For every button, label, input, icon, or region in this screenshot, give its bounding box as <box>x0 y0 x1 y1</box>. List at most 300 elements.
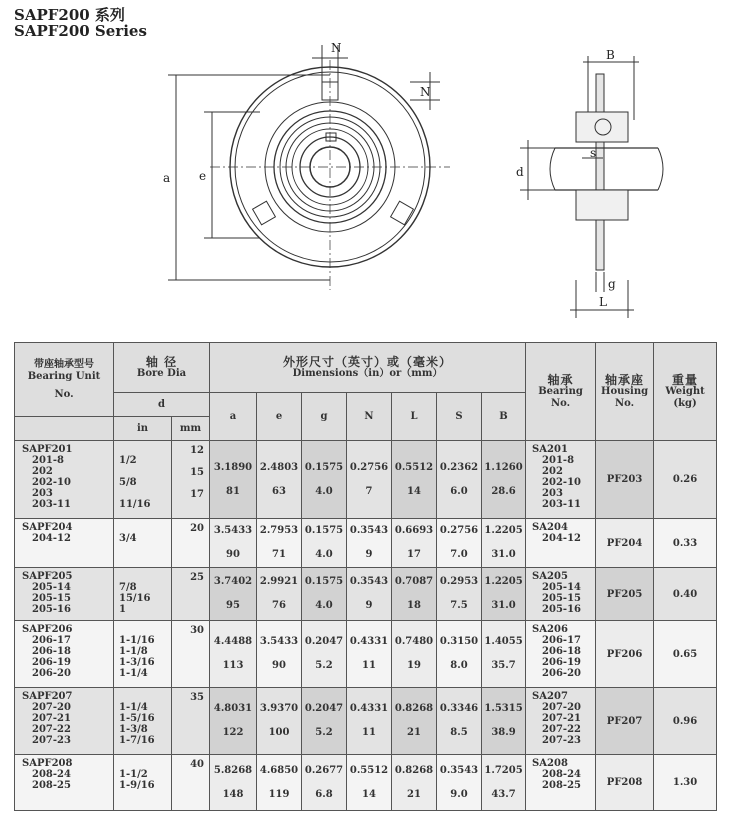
dim-inch-value: 2.7953 <box>259 525 299 536</box>
inch-cell <box>114 688 172 755</box>
bearings-line: 202 <box>542 466 563 477</box>
col-g-header: g <box>302 393 347 441</box>
dim-mm-value: 4.0 <box>315 600 333 611</box>
bearings-line: SA207 <box>532 691 568 702</box>
dim-cell-l <box>392 441 437 519</box>
dimensions-header: 外形尺寸（英寸）或（毫米） Dimensions（in）or（mm） <box>210 343 526 393</box>
bearings-line: SA208 <box>532 758 568 769</box>
units-line: 201-8 <box>32 455 64 466</box>
dim-inch-value: 0.3346 <box>439 703 479 714</box>
dim-cell-b <box>482 441 526 519</box>
dim-inch-value: 0.6693 <box>394 525 434 536</box>
dim-cell-g <box>302 441 347 519</box>
label-g: g <box>608 277 616 291</box>
mm-line <box>172 456 204 467</box>
table-row <box>15 621 717 688</box>
dim-cell-e <box>257 568 302 621</box>
bearings-line: 208-25 <box>542 780 581 791</box>
dim-mm-value: 122 <box>222 727 244 738</box>
dim-mm-value: 100 <box>268 727 290 738</box>
units-line: 207-23 <box>32 735 71 746</box>
dim-inch-value: 0.2047 <box>304 703 344 714</box>
inch-line: 1-1/4 <box>119 668 148 679</box>
table-row <box>15 688 717 755</box>
dim-inch-value: 4.6850 <box>259 764 299 776</box>
dim-cell-g <box>302 688 347 755</box>
label-s: s <box>590 146 597 160</box>
mm-line <box>172 703 204 714</box>
dim-inch-value: 1.5315 <box>484 703 523 714</box>
bearings-line: SA201 <box>532 444 568 455</box>
inch-line <box>119 571 171 582</box>
dim-mm-value: 71 <box>272 549 286 560</box>
dim-mm-value: 21 <box>407 788 421 800</box>
inch-cell <box>114 755 172 811</box>
weight-cell: 0.40 <box>654 568 717 621</box>
dim-cell-l <box>392 688 437 755</box>
unit-cell <box>15 441 114 519</box>
col-a-header: a <box>210 393 257 441</box>
dim-mm-value: 90 <box>272 660 286 671</box>
bore-header: 轴 径 Bore Dia <box>114 343 210 393</box>
dim-inch-value: 0.7087 <box>394 576 434 587</box>
dim-cell-l <box>392 621 437 688</box>
mm-line: 40 <box>190 759 204 770</box>
dim-inch-value: 0.1575 <box>304 525 344 536</box>
units-line: 204-12 <box>32 533 71 544</box>
dim-inch-value: 3.5433 <box>259 636 299 647</box>
bearings-line: 206-20 <box>542 668 581 679</box>
mm-line: 30 <box>190 625 204 636</box>
inch-line: 11/16 <box>119 499 151 510</box>
dim-cell-e <box>257 441 302 519</box>
mm-line <box>172 725 204 736</box>
units-line: SAPF208 <box>22 758 73 769</box>
mm-line <box>172 500 204 511</box>
units-line: SAPF205 <box>22 571 73 582</box>
mm-line <box>172 478 204 489</box>
units-line: 206-18 <box>32 646 71 657</box>
col-n-header: N <box>347 393 392 441</box>
dim-inch-value: 2.9921 <box>259 576 299 587</box>
bearings-line: SA204 <box>532 522 568 533</box>
table-row <box>15 519 717 568</box>
mm-cell <box>172 568 210 621</box>
spec-table <box>14 342 717 811</box>
dim-mm-value: 8.0 <box>450 660 468 671</box>
dim-cell-a <box>210 441 257 519</box>
dim-inch-value: 0.5512 <box>349 764 389 776</box>
dim-mm-value: 63 <box>272 485 286 497</box>
dim-inch-value: 2.4803 <box>259 461 299 473</box>
bearings-line: 206-17 <box>542 635 581 646</box>
label-a: a <box>163 171 171 185</box>
bearings-line: SA206 <box>532 624 568 635</box>
units-line: 208-25 <box>32 780 71 791</box>
dim-inch-value: 3.9370 <box>259 703 299 714</box>
inch-line: 1-7/16 <box>119 735 155 746</box>
col-e-header: e <box>257 393 302 441</box>
table-row <box>15 568 717 621</box>
bearings-line: 207-21 <box>542 713 581 724</box>
series-title-en: SAPF200 Series <box>14 22 147 40</box>
inch-line <box>119 691 171 702</box>
mm-line: 12 <box>190 445 204 456</box>
dim-cell-s <box>437 755 482 811</box>
technical-drawing <box>0 0 730 330</box>
bearing-header: 轴承 Bearing No. <box>526 343 596 441</box>
dim-mm-value: 17 <box>407 549 421 560</box>
dim-mm-value: 81 <box>226 485 240 497</box>
mm-line <box>172 647 204 658</box>
dim-mm-value: 6.8 <box>315 788 333 800</box>
dim-mm-value: 148 <box>222 788 244 800</box>
bearings-line: 204-12 <box>542 533 581 544</box>
units-line: 202 <box>32 466 53 477</box>
dim-mm-value: 5.2 <box>315 660 333 671</box>
bearings-line: 206-18 <box>542 646 581 657</box>
units-line: 208-24 <box>32 769 71 780</box>
dim-cell-a <box>210 621 257 688</box>
bearings-line: 203-11 <box>542 499 581 510</box>
unit-cell <box>15 755 114 811</box>
mm-line <box>172 636 204 647</box>
dim-cell-a <box>210 755 257 811</box>
series-title-cn: SAPF200 系列 <box>14 6 125 24</box>
dim-mm-value: 11 <box>362 727 376 738</box>
dim-mm-value: 14 <box>362 788 376 800</box>
dim-cell-b <box>482 755 526 811</box>
col-l-header: L <box>392 393 437 441</box>
dim-inch-value: 1.2205 <box>484 576 523 587</box>
mm-line <box>172 714 204 725</box>
unit-header-bottom <box>15 417 114 441</box>
d-header: d <box>114 393 210 417</box>
unit-cell <box>15 688 114 755</box>
mm-cell <box>172 621 210 688</box>
table-row <box>15 755 717 811</box>
bearing-cell <box>526 568 596 621</box>
dim-mm-value: 9 <box>365 600 373 611</box>
bearing-cell <box>526 519 596 568</box>
mm-line: 15 <box>190 467 204 478</box>
units-line: SAPF201 <box>22 444 73 455</box>
dim-cell-n <box>347 568 392 621</box>
label-e: e <box>199 169 207 183</box>
units-line: SAPF206 <box>22 624 73 635</box>
dim-mm-value: 43.7 <box>491 788 516 800</box>
dim-inch-value: 5.8268 <box>213 764 253 776</box>
dim-cell-e <box>257 755 302 811</box>
bearings-line: 207-23 <box>542 735 581 746</box>
dim-inch-value: 3.5433 <box>213 525 253 536</box>
inch-line: 1-3/8 <box>119 724 148 735</box>
dim-cell-b <box>482 688 526 755</box>
dim-cell-s <box>437 621 482 688</box>
dim-cell-b <box>482 519 526 568</box>
dim-mm-value: 76 <box>272 600 286 611</box>
units-line: 207-20 <box>32 702 71 713</box>
front-view <box>168 45 450 290</box>
dim-mm-value: 6.0 <box>450 485 468 497</box>
weight-cell: 0.65 <box>654 621 717 688</box>
housing-cell: PF206 <box>596 621 654 688</box>
dim-cell-l <box>392 519 437 568</box>
dim-mm-value: 11 <box>362 660 376 671</box>
dim-cell-n <box>347 519 392 568</box>
dim-cell-b <box>482 568 526 621</box>
label-n-top: N <box>331 41 342 55</box>
dim-inch-value: 0.8268 <box>394 703 434 714</box>
inch-line: 1-1/4 <box>119 702 148 713</box>
units-line: 207-22 <box>32 724 71 735</box>
units-line: SAPF204 <box>22 522 73 533</box>
dim-inch-value: 0.3150 <box>439 636 479 647</box>
inch-line: 1-1/8 <box>119 646 148 657</box>
inch-cell <box>114 441 172 519</box>
dim-mm-value: 4.0 <box>315 485 333 497</box>
bearings-line: 206-19 <box>542 657 581 668</box>
dim-cell-a <box>210 519 257 568</box>
dim-cell-e <box>257 519 302 568</box>
housing-cell: PF203 <box>596 441 654 519</box>
inch-line <box>119 758 171 769</box>
dim-cell-n <box>347 441 392 519</box>
mm-line <box>172 770 204 781</box>
bearings-line: 205-14 <box>542 582 581 593</box>
dim-inch-value: 4.4488 <box>213 636 253 647</box>
dim-cell-s <box>437 688 482 755</box>
units-line: 205-15 <box>32 593 71 604</box>
dim-inch-value: 1.7205 <box>484 764 523 776</box>
unit-cell <box>15 519 114 568</box>
unit-header: 带座轴承型号 Bearing Unit No. <box>15 343 114 417</box>
mm-line: 25 <box>190 572 204 583</box>
dim-inch-value: 0.4331 <box>349 703 389 714</box>
dim-mm-value: 7.5 <box>450 600 468 611</box>
dim-cell-g <box>302 755 347 811</box>
dim-inch-value: 0.5512 <box>394 461 434 473</box>
table-row <box>15 441 717 519</box>
dim-cell-n <box>347 621 392 688</box>
dim-inch-value: 0.2756 <box>439 525 479 536</box>
in-header: in <box>114 417 172 441</box>
dim-inch-value: 3.7402 <box>213 576 253 587</box>
side-view <box>520 56 663 318</box>
bearing-cell <box>526 441 596 519</box>
dim-mm-value: 38.9 <box>491 727 516 738</box>
dim-mm-value: 19 <box>407 660 421 671</box>
dim-mm-value: 31.0 <box>491 549 516 560</box>
unit-cell <box>15 621 114 688</box>
dim-inch-value: 3.1890 <box>213 461 253 473</box>
inch-line: 1-9/16 <box>119 780 155 791</box>
units-line: 202-10 <box>32 477 71 488</box>
dim-cell-g <box>302 519 347 568</box>
units-line: 207-21 <box>32 713 71 724</box>
dim-cell-s <box>437 519 482 568</box>
dim-mm-value: 4.0 <box>315 549 333 560</box>
dim-mm-value: 7.0 <box>450 549 468 560</box>
dim-mm-value: 31.0 <box>491 600 516 611</box>
inch-line: 1-3/16 <box>119 657 155 668</box>
dim-cell-b <box>482 621 526 688</box>
dim-cell-n <box>347 688 392 755</box>
units-line: 206-17 <box>32 635 71 646</box>
dim-inch-value: 0.3543 <box>349 576 389 587</box>
bearings-line: SA205 <box>532 571 568 582</box>
dim-inch-value: 0.2362 <box>439 461 479 473</box>
dim-mm-value: 14 <box>407 485 421 497</box>
inch-line: 15/16 <box>119 593 151 604</box>
dim-inch-value: 0.1575 <box>304 461 344 473</box>
dim-mm-value: 90 <box>226 549 240 560</box>
bearings-line: 202-10 <box>542 477 581 488</box>
units-line: 203 <box>32 488 53 499</box>
dim-mm-value: 9 <box>365 549 373 560</box>
weight-header: 重量 Weight (kg) <box>654 343 717 441</box>
inch-line <box>119 466 171 477</box>
inch-line: 7/8 <box>119 582 137 593</box>
weight-cell: 1.30 <box>654 755 717 811</box>
mm-line: 35 <box>190 692 204 703</box>
bearing-cell <box>526 688 596 755</box>
inch-line <box>119 444 171 455</box>
units-line: 206-20 <box>32 668 71 679</box>
mm-line: 17 <box>190 489 204 500</box>
weight-cell: 0.26 <box>654 441 717 519</box>
inch-line: 5/8 <box>119 477 137 488</box>
inch-line: 1/2 <box>119 455 137 466</box>
dim-mm-value: 119 <box>268 788 290 800</box>
bearings-line: 205-16 <box>542 604 581 615</box>
mm-line <box>172 669 204 680</box>
mm-cell <box>172 688 210 755</box>
mm-cell <box>172 519 210 568</box>
housing-cell: PF204 <box>596 519 654 568</box>
units-line: SAPF207 <box>22 691 73 702</box>
bearings-line: 207-22 <box>542 724 581 735</box>
dim-mm-value: 21 <box>407 727 421 738</box>
dim-inch-value: 0.2953 <box>439 576 479 587</box>
dim-cell-g <box>302 621 347 688</box>
housing-header: 轴承座 Housing No. <box>596 343 654 441</box>
inch-line <box>119 488 171 499</box>
mm-line <box>172 781 204 792</box>
dim-cell-l <box>392 568 437 621</box>
dim-mm-value: 35.7 <box>491 660 516 671</box>
dim-mm-value: 9.0 <box>450 788 468 800</box>
dim-inch-value: 0.2756 <box>349 461 389 473</box>
dim-cell-s <box>437 441 482 519</box>
housing-cell: PF207 <box>596 688 654 755</box>
bearing-cell <box>526 621 596 688</box>
bearings-line: 208-24 <box>542 769 581 780</box>
dim-inch-value: 4.8031 <box>213 703 253 714</box>
col-b-header: B <box>482 393 526 441</box>
dim-inch-value: 1.1260 <box>484 461 523 473</box>
inch-line: 1-1/16 <box>119 635 155 646</box>
mm-line <box>172 594 204 605</box>
dim-mm-value: 7 <box>365 485 373 497</box>
dim-inch-value: 0.3543 <box>349 525 389 536</box>
dim-mm-value: 113 <box>222 660 244 671</box>
dim-cell-a <box>210 568 257 621</box>
inch-line <box>119 624 171 635</box>
unit-cell <box>15 568 114 621</box>
dim-inch-value: 0.7480 <box>394 636 434 647</box>
dim-inch-value: 1.4055 <box>484 636 523 647</box>
units-line: 205-14 <box>32 582 71 593</box>
label-l: L <box>599 295 607 309</box>
mm-line: 20 <box>190 523 204 534</box>
dim-cell-l <box>392 755 437 811</box>
housing-cell: PF208 <box>596 755 654 811</box>
bearings-line: 205-15 <box>542 593 581 604</box>
inch-line: 1-5/16 <box>119 713 155 724</box>
col-s-header: S <box>437 393 482 441</box>
mm-line <box>172 736 204 747</box>
inch-line <box>119 522 171 533</box>
weight-cell: 0.33 <box>654 519 717 568</box>
weight-cell: 0.96 <box>654 688 717 755</box>
dim-cell-n <box>347 755 392 811</box>
dim-mm-value: 5.2 <box>315 727 333 738</box>
dim-inch-value: 0.2677 <box>304 764 344 776</box>
units-line: 205-16 <box>32 604 71 615</box>
mm-cell <box>172 755 210 811</box>
inch-cell <box>114 621 172 688</box>
mm-header: mm <box>172 417 210 441</box>
label-b: B <box>606 48 615 62</box>
label-n-side: N <box>420 85 431 99</box>
dim-inch-value: 1.2205 <box>484 525 523 536</box>
housing-cell: PF205 <box>596 568 654 621</box>
dim-cell-s <box>437 568 482 621</box>
inch-cell <box>114 568 172 621</box>
dim-cell-e <box>257 688 302 755</box>
mm-line <box>172 534 204 545</box>
dim-inch-value: 0.3543 <box>439 764 479 776</box>
dim-cell-e <box>257 621 302 688</box>
bearings-line: 203 <box>542 488 563 499</box>
spec-table-body <box>15 441 717 811</box>
dim-cell-g <box>302 568 347 621</box>
inch-line: 1-1/2 <box>119 769 148 780</box>
inch-line: 3/4 <box>119 533 137 544</box>
bearings-line: 207-20 <box>542 702 581 713</box>
units-line: 206-19 <box>32 657 71 668</box>
dim-mm-value: 8.5 <box>450 727 468 738</box>
mm-line <box>172 658 204 669</box>
units-line: 203-11 <box>32 499 71 510</box>
inch-line: 1 <box>119 604 126 615</box>
dim-mm-value: 95 <box>226 600 240 611</box>
bearing-cell <box>526 755 596 811</box>
dim-cell-a <box>210 688 257 755</box>
bearings-line: 201-8 <box>542 455 575 466</box>
mm-cell <box>172 441 210 519</box>
dim-inch-value: 0.2047 <box>304 636 344 647</box>
dim-inch-value: 0.1575 <box>304 576 344 587</box>
mm-line <box>172 605 204 616</box>
inch-cell <box>114 519 172 568</box>
dim-inch-value: 0.4331 <box>349 636 389 647</box>
dim-mm-value: 28.6 <box>491 485 516 497</box>
mm-line <box>172 583 204 594</box>
label-d: d <box>516 165 524 179</box>
dim-inch-value: 0.8268 <box>394 764 434 776</box>
